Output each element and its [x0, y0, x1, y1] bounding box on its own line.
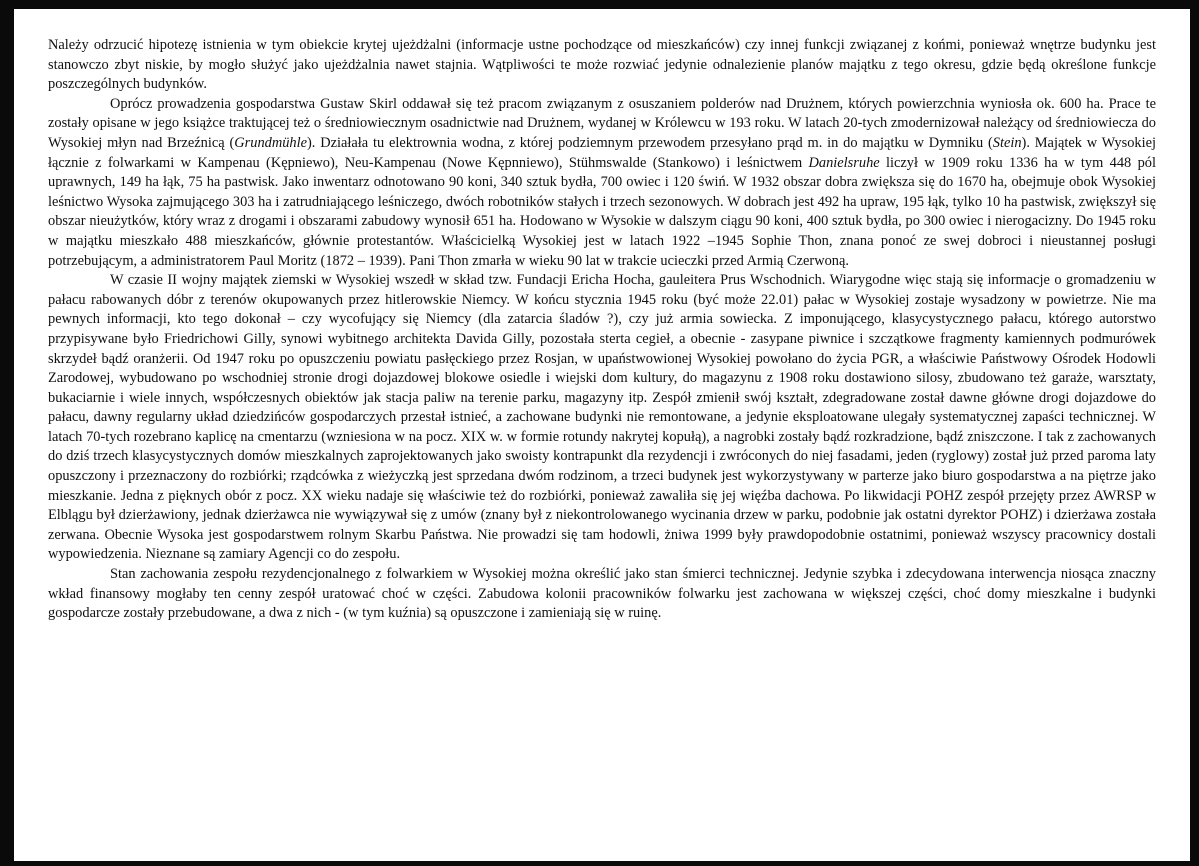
paragraph-2	[48, 95, 1156, 271]
italic-term-grundmuhle: Grundmühle	[234, 134, 307, 151]
paragraph-4-text: Stan zachowania zespołu rezydencjonalnego z folwarkiem w Wysokiej można określić jako stan śmierci technicznej. Jedynie szybka i zdecydowana interwencja niosąca znaczny wkład finansowy mogłaby ten cenny zespół uratować choć w części. Zabudowa kolonii pracowników folwarku jest zachowana w większej części, choć domy mieszkalne i budynki gospodarcze zostały przebudowane, a dwa z nich - (w tym kuźnia) są opuszczone i zamieniają się w ruinę.	[48, 566, 1156, 622]
paragraph-4	[48, 565, 1156, 624]
document-body	[48, 36, 1156, 624]
paragraph-3	[48, 271, 1156, 565]
paragraph-1	[48, 36, 1156, 95]
italic-term-danielsruhe: Danielsruhe	[808, 154, 880, 171]
paragraph-2-text: Oprócz prowadzenia gospodarstwa Gustaw Skirl oddawał się też pracom związanym z osuszaniem polderów nad Drużnem, których powierzchnia wyniosła ok. 600 ha. Prace te zostały opisane w jego książce traktującej też o średniowiecznym osadnictwie nad Drużnem, wydanej w Królewcu w 193 roku. W latach 20-tych zmodernizował należący od średniowiecza do Wysokiej młyn nad Brzeźnicą (	[48, 95, 1156, 151]
paragraph-2-text: ). Majątek w Wysokiej łącznie z folwarkami w Kampenau (Kępniewo), Neu-Kampenau (Nowe Kępnniewo), Stühmswalde (Stankowo) i leśnictwem	[48, 134, 1156, 171]
italic-term-stein: Stein	[992, 134, 1022, 151]
paragraph-3-text: W czasie II wojny majątek ziemski w Wysokiej wszedł w skład tzw. Fundacji Ericha Hocha, gauleitera Prus Wschodnich. Wiarygodne więc stają się informacje o gromadzeniu w pałacu rabowanych dóbr z terenów okupowanych przez hitlerowskie Niemcy. W końcu stycznia 1945 roku (być może 22.01) pałac w Wysokiej zostaje wysadzony w powietrze. Nie ma pewnych informacji, kto tego dokonał – czy wycofujący się Niemcy (dla zatarcia śladów ?), czy już armia sowiecka. Z imponującego, klasycystycznego pałacu, którego autorstwo przypisywane było Friedrichowi Gilly, synowi wybitnego architekta Davida Gilly, pozostała sterta cegieł, a obecnie - zasypane piwnice i szczątkowe fragmenty kamiennych podmurówek skrzydeł bądź oranżerii. Od 1947 roku po opuszczeniu powiatu pasłęckiego przez Rosjan, w upaństwowionej Wysokiej powołano do życia PGR, a właściwie Państwowy Ośrodek Hodowli Zarodowej, wybudowano po wschodniej stronie drogi dojazdowej blokowe osiedle i wiejski dom kultury, do magazynu z 1908 roku dostawiono silosy, zbudowano też garaże, warsztaty, bukaciarnie i wiele innych, współczesnych obiektów jak stacja paliw na terenie parku, magazyny itp. Zespół zmienił swój kształt, zdegradowane został dawne główne drogi dojazdowe do pałacu, dawny regularny układ dziedzińców gospodarczych przestał istnieć, a zachowane budynki nie remontowane, a jedynie eksploatowane ulegały systematycznej zapaści technicznej. W latach 70-tych rozebrano kaplicę na cmentarzu (wzniesiona w na pocz. XIX w. w formie rotundy nakrytej kopułą), a nagrobki zostały bądź rozkradzione, bądź zniszczone. I tak z zachowanych do dziś trzech klasycystycznych domów mieszkalnych zaprojektowanych jako swoisty kontrapunkt dla rezydencji i zwróconych do niej fasadami, jeden (ryglowy) został już przed paroma laty opuszczony i przeznaczony do rozbiórki; rządcówka z wieżyczką jest sprzedana dwóm rodzinom, a trzeci budynek jest wykorzystywany w parterze jako biuro gospodarstwa a na piętrze jako mieszkanie. Jedna z pięknych obór z pocz. XX wieku nadaje się właściwie też do rozbiórki, ponieważ zawaliła się jej więźba dachowa. Po likwidacji POHZ zespół przejęty przez AWRSP w Elblągu był dzierżawiony, jednak dzierżawca nie wywiązywał się z umów (znany był z niekontrolowanego wycinania drzew w parku, podobnie jak ostatni dyrektor POHZ) i dzierżawa została zerwana. Obecnie Wysoka jest gospodarstwem rolnym Skarbu Państwa. Nie prowadzi się tam hodowli, żniwa 1999 były prawdopodobnie ostatnimi, ponieważ wszyscy pracownicy dostali wypowiedzenia. Nieznane są zamiary Agencji co do zespołu.	[48, 272, 1156, 563]
paragraph-2-text: ). Działała tu elektrownia wodna, z której podziemnym przewodem przesyłano prąd m. in do majątku w Dymniku (	[307, 134, 993, 151]
paragraph-2-text: liczył w 1909 roku 1336 ha w tym 448 pól uprawnych, 149 ha łąk, 75 ha pastwisk. Jako inwentarz odnotowano 90 koni, 340 sztuk bydła, 700 owiec i 120 świń. W 1932 obszar dobra zwiększa się do 1670 ha, obejmuje obok Wysokiej leśnictwo Wysoka zajmującego 303 ha i zatrudniającego leśniczego, dwóch robotników stałych i trzech sezonowych. W dobrach jest 492 ha upraw, 195 łąk, tylko 10 ha pastwisk, zwiększył się obszar nieużytków, który wraz z drogami i obszarami zabudowy wynosił 651 ha. Hodowano w Wysokie w dalszym ciągu 90 koni, 400 sztuk bydła, po 300 owiec i nierogacizny. Do 1945 roku w majątku mieszkało 488 mieszkańców, głównie protestantów. Właścicielką Wysokiej jest w latach 1922 –1945 Sophie Thon, znana ponoć ze swej dobroci i nieustannej posługi potrzebującym, a administratorem Paul Moritz (1872 – 1939). Pani Thon zmarła w wieku 90 lat w trakcie ucieczki przed Armią Czerwoną.	[48, 154, 1156, 269]
paragraph-1-text: Należy odrzucić hipotezę istnienia w tym obiekcie krytej ujeżdżalni (informacje ustne pochodzące od mieszkańców) czy innej funkcji związanej z końmi, ponieważ wnętrze budynku jest stanowczo zbyt niskie, by mogło służyć jako ujeżdżalnia nawet stajnia. Wątpliwości te może rozwiać jedynie odnalezienie planów majątku z tego okresu, gdzie będą określone funkcje poszczególnych budynków.	[48, 37, 1156, 93]
document-page	[14, 9, 1190, 861]
